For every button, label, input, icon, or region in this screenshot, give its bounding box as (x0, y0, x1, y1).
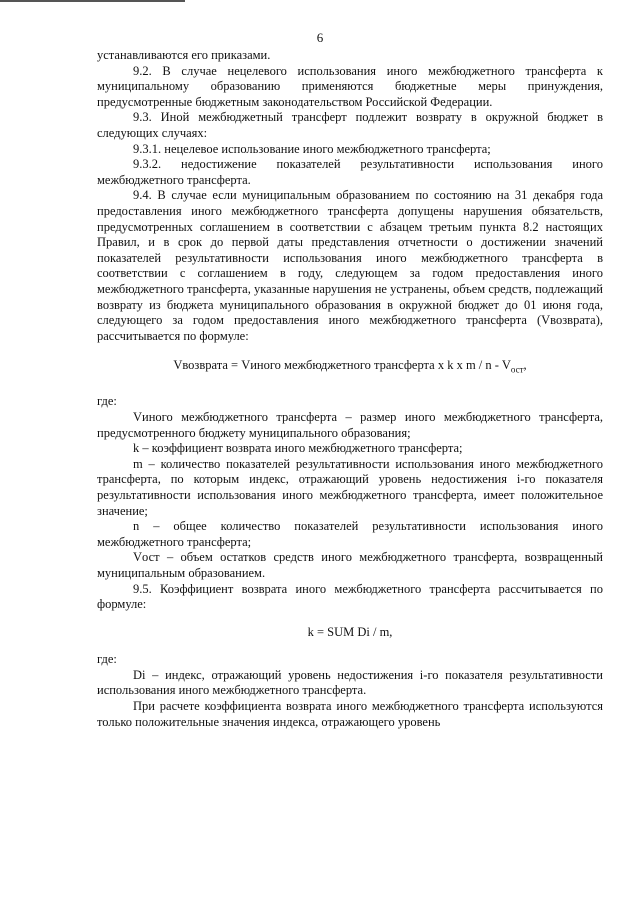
paragraph-9-5: 9.5. Коэффициент возврата иного межбюджетного трансферта рассчитывается по формуле: (97, 581, 603, 612)
coefficient-formula: k = SUM Di / m, (307, 624, 393, 639)
paragraph-positive-index: При расчете коэффициента возврата иного межбюджетного трансферта используются только положительные значения индекса, отражающего уровень (97, 699, 603, 729)
definition-di: Di – индекс, отражающий уровень недостижения i-го показателя результативности использования иного межбюджетного трансферта. (97, 667, 603, 698)
definition-n: n – общее количество показателей результативности использования иного межбюджетного трансферта; (97, 519, 603, 549)
paragraph-continuation: устанавливаются его приказами. (97, 48, 271, 62)
paragraph-9-2: 9.2. В случае нецелевого использования иного межбюджетного трансферта к муниципальному образованию применяются бюджетные меры принуждения, предусмотренные бюджетным законодательством Российской Федерации. (97, 63, 603, 109)
formula-subscript: ост (510, 364, 524, 375)
definition-m: m – количество показателей результативности использования иного межбюджетного трансферта, по которым индекс, отражающий уровень недостижения i-го показателя результативности использования иного межбюджетного трансферта, имеет положительное значение; (97, 456, 603, 518)
document-body (97, 48, 603, 730)
paragraph-9-3-2: 9.3.2. недостижение показателей результативности использования иного межбюджетного трансферта. (97, 157, 603, 187)
formula-end: , (523, 358, 527, 373)
definition-v-ost: Vост – объем остатков средств иного межбюджетного трансферта, возвращенный муниципальным образованием. (97, 550, 603, 580)
paragraph-9-3-1: 9.3.1. нецелевое использование иного межбюджетного трансферта; (133, 141, 491, 156)
where-label: где: (97, 394, 117, 409)
page-number: 6 (316, 30, 324, 45)
definition-k: k – коэффициент возврата иного межбюджетного трансферта; (133, 441, 463, 456)
where-label-2: где: (97, 652, 117, 667)
paragraph-9-3: 9.3. Иной межбюджетный трансферт подлежит возврату в окружной бюджет в следующих случаях: (97, 110, 603, 140)
return-volume-formula (97, 358, 603, 378)
formula-main: Vвозврата = Vиного межбюджетного трансферта х k х m / n - V (173, 358, 511, 373)
definition-v-transfer: Vиного межбюджетного трансферта – размер иного межбюджетного трансферта, предусмотренного бюджету муниципального образования; (97, 409, 603, 440)
paragraph-9-4: 9.4. В случае если муниципальным образованием по состоянию на 31 декабря года предоставления иного межбюджетного трансферта допущены нарушения обязательств, предусмотренных соглашением в соответствии с абзацем третьим пункта 8.2 настоящих Правил, и в срок до первой даты представления отчетности о достижении значений показателей результативности использования иного межбюджетного трансферта в соответствии с соглашением в году, следующем за годом предоставления иного межбюджетного трансферта, указанные нарушения не устранены, объем средств, подлежащий возврату из бюджета муниципального образования в окружной бюджет до 01 июня года, следующего за годом предоставления иного межбюджетного трансферта (Vвозврата), рассчитывается по формуле: (97, 188, 603, 343)
scan-edge-mark (0, 0, 185, 2)
